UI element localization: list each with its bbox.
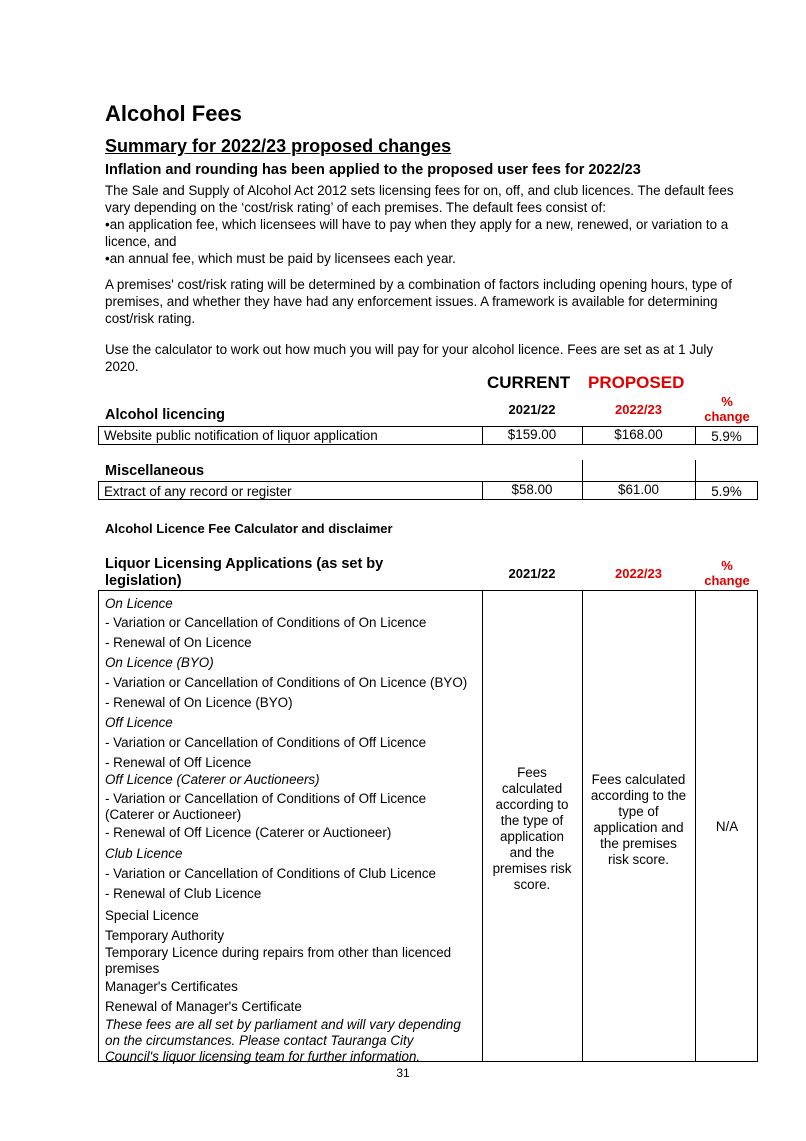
calculator-heading: Alcohol Licence Fee Calculator and disclaimer	[105, 521, 393, 536]
miscellaneous-heading: Miscellaneous	[105, 463, 205, 479]
intro-line: •an annual fee, which must be paid by licensees each year.	[105, 251, 456, 266]
note-line: application	[499, 829, 565, 844]
col-change-symbol: %	[721, 558, 733, 573]
note-line: Fees	[517, 765, 547, 780]
calc-line: 2020.	[105, 359, 139, 374]
licence-item: Off Licence (Caterer or Auctioneers)	[105, 772, 320, 787]
row-change: 5.9%	[711, 429, 742, 444]
intro-line: vary depending on the ‘cost/risk rating’ of each premises. The default fees consist of:	[105, 200, 606, 215]
current-fee-note	[483, 765, 581, 893]
intro-line: •an application fee, which licensees will have to pay when they apply for a new, renewed, or variation to a	[105, 217, 729, 232]
licence-item: on the circumstances. Please contact Tauranga City	[105, 1033, 414, 1048]
licence-item: - Renewal of On Licence (BYO)	[105, 695, 293, 710]
inflation-heading: Inflation and rounding has been applied to the proposed user fees for 2022/23	[105, 162, 641, 178]
licence-item: Council's liquor licensing team for further information.	[105, 1049, 421, 1064]
row-item: Website public notification of liquor application	[104, 428, 378, 443]
note-line: risk score.	[607, 852, 669, 867]
liquor-heading-line: legislation)	[105, 573, 182, 589]
page-title: Alcohol Fees	[105, 101, 242, 126]
note-line: and the	[509, 845, 555, 860]
licence-item: Temporary Licence during repairs from other than licenced	[105, 945, 452, 960]
col-change	[697, 558, 757, 588]
licence-item: - Variation or Cancellation of Conditions of Off Licence	[105, 735, 427, 750]
calc-line: Use the calculator to work out how much you will pay for your alcohol licence. Fees are set as at 1 July	[105, 342, 714, 357]
col-2021-22: 2021/22	[508, 566, 556, 581]
licence-item: - Variation or Cancellation of Conditions of On Licence (BYO)	[105, 675, 468, 690]
current-header: CURRENT	[487, 373, 571, 392]
note-line: according to the	[590, 788, 687, 803]
col-change	[697, 394, 757, 424]
licence-item: Special Licence	[105, 908, 199, 923]
licence-item: (Caterer or Auctioneer)	[105, 807, 242, 822]
intro-line: The Sale and Supply of Alcohol Act 2012 sets licensing fees for on, off, and club licences. The default fees	[105, 183, 734, 198]
col-2021-22: 2021/22	[508, 402, 556, 417]
risk-line: cost/risk rating.	[105, 311, 196, 326]
row-current: $58.00	[511, 482, 553, 497]
row-current: $159.00	[507, 427, 557, 442]
page-number: 31	[396, 1066, 410, 1080]
licence-item: - Variation or Cancellation of Conditions of Club Licence	[105, 866, 436, 881]
note-line: calculated	[501, 781, 563, 796]
risk-line: premises, and whether they have had any enforcement issues. A framework is available for determining	[105, 294, 718, 309]
liquor-licensing-heading	[105, 556, 383, 590]
row-proposed: $61.00	[618, 482, 659, 497]
licence-item: - Renewal of On Licence	[105, 635, 252, 650]
row-proposed: $168.00	[614, 427, 663, 442]
note-line: Fees calculated	[591, 772, 686, 787]
licence-item: Club Licence	[105, 846, 183, 861]
intro-paragraph	[105, 182, 745, 267]
licence-item: Manager's Certificates	[105, 979, 238, 994]
licence-item: - Renewal of Off Licence (Caterer or Auctioneer)	[105, 825, 392, 840]
col-2022-23: 2022/23	[615, 566, 662, 581]
risk-line: A premises' cost/risk rating will be determined by a combination of factors including opening hours, type of	[105, 277, 733, 292]
note-line: according to	[495, 797, 569, 812]
licence-item: Temporary Authority	[105, 928, 225, 943]
row-item: Extract of any record or register	[104, 484, 292, 499]
change-na: N/A	[715, 819, 739, 834]
note-line: the type of	[500, 813, 564, 828]
note-line: premises risk	[492, 861, 572, 876]
alcohol-licencing-heading: Alcohol licencing	[105, 407, 226, 423]
col-2022-23: 2022/23	[615, 402, 662, 417]
licence-item: - Variation or Cancellation of Conditions of On Licence	[105, 615, 427, 630]
note-line: the premises	[600, 836, 677, 851]
licence-item: premises	[105, 961, 160, 976]
proposed-fee-note	[583, 772, 694, 868]
liquor-heading-line: Liquor Licensing Applications (as set by	[105, 556, 384, 572]
col-change-label: change	[704, 573, 750, 588]
proposed-header: PROPOSED	[588, 373, 685, 392]
note-line: application and	[593, 820, 684, 835]
licence-item: Renewal of Manager's Certificate	[105, 999, 302, 1014]
calculator-paragraph	[105, 341, 745, 375]
col-change-symbol: %	[721, 394, 733, 409]
intro-line: licence, and	[105, 234, 177, 249]
licence-item: - Renewal of Off Licence	[105, 755, 252, 770]
licence-item: - Variation or Cancellation of Conditions of Off Licence	[105, 791, 427, 806]
note-line: type of	[618, 804, 659, 819]
note-line: score.	[513, 877, 551, 892]
col-change-label: change	[704, 409, 750, 424]
licence-item: These fees are all set by parliament and will vary depending	[105, 1017, 461, 1032]
row-change: 5.9%	[711, 484, 742, 499]
licence-item: - Renewal of Club Licence	[105, 886, 262, 901]
licence-item: Off Licence	[105, 715, 173, 730]
licence-item: On Licence (BYO)	[105, 655, 214, 670]
summary-heading: Summary for 2022/23 proposed changes	[105, 136, 452, 156]
licence-item: On Licence	[105, 596, 173, 611]
risk-paragraph	[105, 276, 745, 327]
